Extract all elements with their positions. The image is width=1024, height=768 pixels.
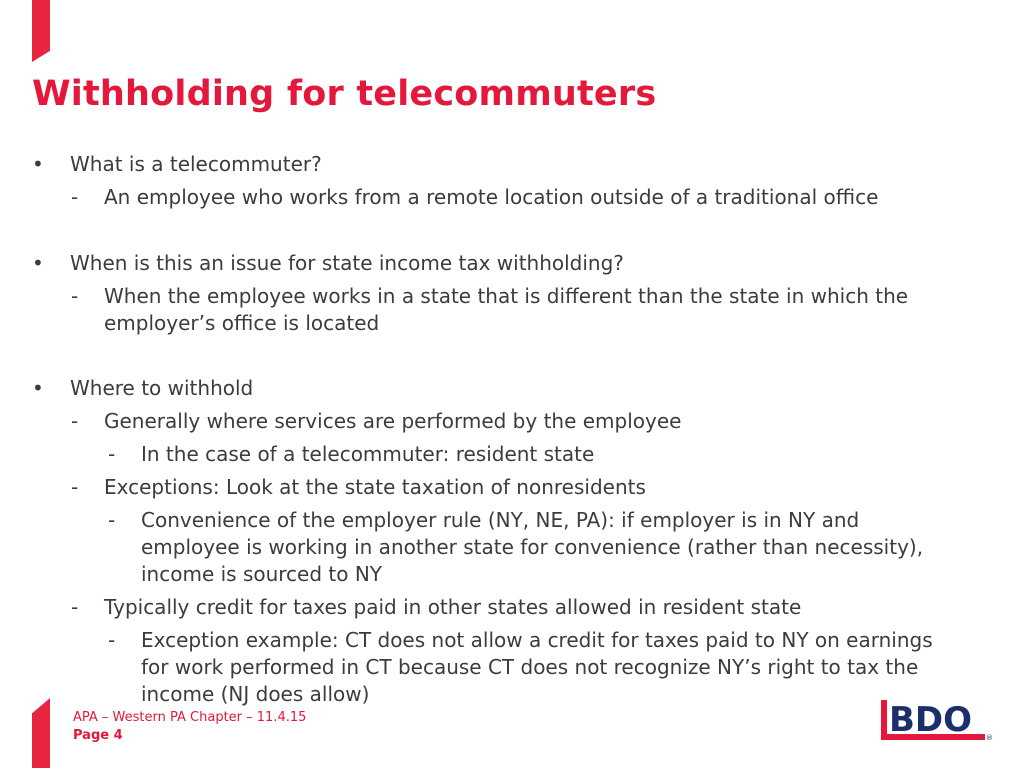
footer-page-number: Page 4 [73, 728, 123, 743]
accent-bar-top [32, 0, 50, 62]
bullet-marker: • [32, 152, 44, 176]
sub-sub-bullet-resident-state: In the case of a telecommuter: resident state [141, 442, 595, 466]
sub-sub-bullet-convenience-line-2: employee is working in another state for convenience (rather than necessity), [141, 535, 924, 559]
sub-bullet-marker: - [71, 185, 79, 209]
sub-sub-bullet-exception-example-line-3: income (NJ does allow) [141, 682, 370, 706]
sub-bullet-typically-credit: Typically credit for taxes paid in other states allowed in resident state [104, 595, 802, 619]
bullet-marker: • [32, 376, 44, 400]
bullet-where-to-withhold: Where to withhold [70, 376, 254, 400]
logo-registered-mark: ® [986, 734, 993, 742]
sub-sub-bullet-marker: - [108, 628, 116, 652]
bullet-what-is-telecommuter: What is a telecommuter? [70, 152, 322, 176]
bullet-when-issue: When is this an issue for state income tax withholding? [70, 251, 624, 275]
sub-sub-bullet-exception-example-line-2: for work performed in CT because CT does not recognize NY’s right to tax the [141, 655, 919, 679]
sub-bullet-exceptions: Exceptions: Look at the state taxation of nonresidents [104, 475, 646, 499]
bdo-logo [881, 698, 993, 742]
sub-sub-bullet-convenience-line-3: income is sourced to NY [141, 562, 383, 586]
sub-sub-bullet-marker: - [108, 442, 116, 466]
accent-bar-bottom [32, 698, 50, 768]
sub-bullet-marker: - [71, 595, 79, 619]
sub-bullet-marker: - [71, 284, 79, 308]
bullet-marker: • [32, 251, 44, 275]
sub-sub-bullet-convenience-line-1: Convenience of the employer rule (NY, NE, PA): if employer is in NY and [141, 508, 860, 532]
slide-title: Withholding for telecommuters [32, 74, 657, 114]
sub-bullet-generally: Generally where services are performed by the employee [104, 409, 682, 433]
sub-bullet-different-state-line-2: employer’s office is located [104, 311, 380, 335]
footer-event: APA – Western PA Chapter – 11.4.15 [73, 710, 307, 725]
sub-bullet-marker: - [71, 475, 79, 499]
sub-sub-bullet-exception-example-line-1: Exception example: CT does not allow a credit for taxes paid to NY on earnings [141, 628, 933, 652]
sub-bullet-marker: - [71, 409, 79, 433]
sub-sub-bullet-marker: - [108, 508, 116, 532]
logo-wordmark: BDO [889, 700, 973, 740]
sub-bullet-different-state-line-1: When the employee works in a state that is different than the state in which the [104, 284, 909, 308]
sub-bullet-definition: An employee who works from a remote location outside of a traditional office [104, 185, 879, 209]
